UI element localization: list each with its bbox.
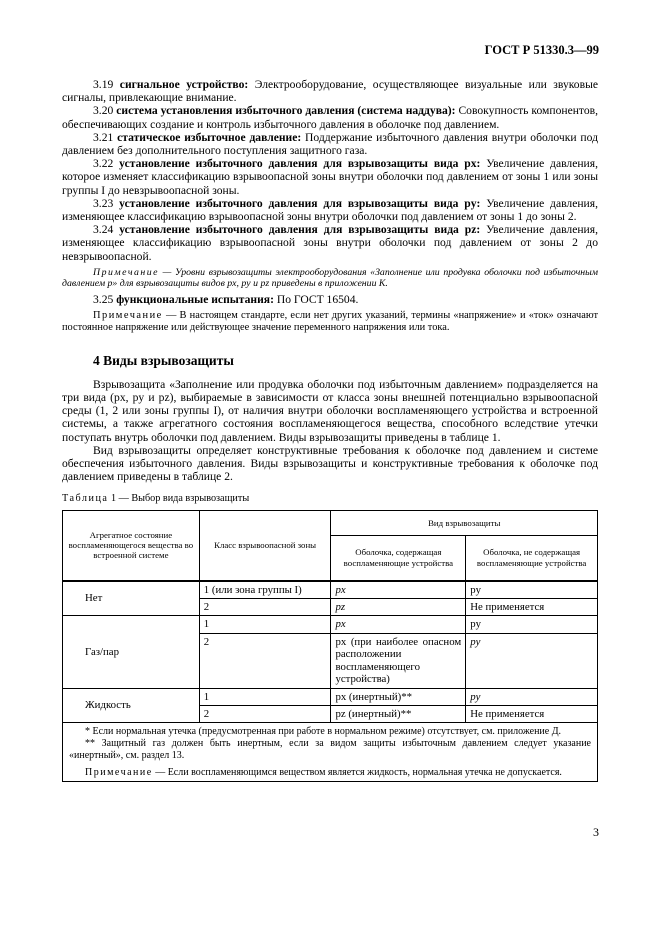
definition-text: Увеличение давления, изменяющее классификацию взрывоопасной зоны внутри оболочки под давлением от зоны 2 до невзрывоопасной. — [62, 223, 598, 263]
table-cell: py — [466, 581, 598, 599]
footnote-2: ** Защитный газ должен быть инертным, если за видом защиты избыточным давлением следует указание «инертный», см. раздел 13. — [69, 737, 591, 761]
footnote-1: * Если нормальная утечка (предусмотренная при работе в нормальном режиме) отсутствует, см. приложение Д. — [85, 726, 562, 738]
definition-3-23 — [62, 197, 598, 223]
table-cell: pz (инертный)** — [331, 705, 466, 722]
table-row — [63, 688, 598, 705]
definition-number: 3.25 — [93, 293, 114, 307]
header-without-ignition: Оболочка, не содержащая воспламеняющие устройства — [466, 535, 598, 581]
table-cell: px (инертный)** — [331, 688, 466, 705]
table-cell: 2 — [199, 599, 331, 616]
definition-number: 3.19 — [93, 78, 114, 91]
definition-3-19 — [62, 78, 598, 104]
table-footnotes — [63, 723, 598, 781]
definition-text: Поддержание избыточного давления внутри оболочки под давлением без дополнительного поступления защитного газа. — [62, 130, 598, 158]
definition-3-21 — [62, 131, 598, 157]
definition-3-25 — [62, 293, 598, 306]
table-cell: 2 — [199, 633, 331, 688]
definition-term: статическое избыточное давление: — [117, 130, 302, 144]
note-protection-levels — [62, 267, 598, 290]
row-label-none: Нет — [63, 581, 200, 616]
table-cell: pz — [331, 599, 466, 616]
note-label: Примечание — [93, 310, 163, 322]
note-label: Примечание — [85, 767, 153, 779]
header-protection-kind: Вид взрывозащиты — [331, 510, 598, 535]
table-caption — [62, 492, 598, 505]
definition-number: 3.22 — [93, 157, 114, 171]
definition-text: Увеличение давления, которое изменяет классификацию взрывоопасной зоны внутри оболочки под давлением от зоны 1 или зоны группы I до невзрывоопасной зоны. — [62, 157, 598, 197]
definition-3-20 — [62, 104, 598, 130]
definition-term: система установления избыточного давления (система наддува): — [116, 104, 456, 118]
table-cell: 2 — [199, 705, 331, 722]
table-caption-text: 1 — Выбор вида взрывозащиты — [108, 493, 250, 505]
table-cell: Не применяется — [466, 705, 598, 722]
table-cell: 1 — [199, 688, 331, 705]
definition-number: 3.20 — [93, 104, 114, 118]
table-cell: px — [331, 616, 466, 633]
header-zone-class: Класс взрывоопасной зоны — [199, 510, 331, 581]
definition-number: 3.24 — [93, 223, 114, 237]
table-cell: 1 — [199, 616, 331, 633]
footnotes-cell — [63, 723, 598, 781]
table-cell: px (при наиболее опасном расположении воспламеняющего устройства) — [331, 633, 466, 688]
note-text: — Уровни взрывозащиты электрооборудования «Заполнение или продувка оболочки под избыточным давлением p» для взрывозащиты видов px, py и pz приведены в приложении К. — [62, 266, 598, 290]
table-row — [63, 581, 598, 599]
table-caption-label: Таблица — [62, 493, 109, 505]
page-number: 3 — [593, 825, 599, 839]
definition-term: установление избыточного давления для взрывозащиты вида py: — [119, 196, 481, 210]
definition-term: установление избыточного давления для взрывозащиты вида px: — [119, 157, 481, 171]
table-cell: py — [466, 616, 598, 633]
table-note — [69, 767, 591, 779]
header-with-ignition: Оболочка, содержащая воспламеняющие устройства — [331, 535, 466, 581]
note-label: Примечание — [93, 266, 160, 278]
definition-term: сигнальное устройство: — [119, 78, 249, 91]
document-id: ГОСТ Р 51330.3—99 — [484, 43, 599, 57]
note-text: — Если воспламеняющимся веществом является жидкость, нормальная утечка не допускается. — [152, 767, 562, 779]
row-label-gas: Газ/пар — [63, 616, 200, 688]
paragraph-design-requirements: Вид взрывозащиты определяет конструктивные требования к оболочке под давлением и системе обеспечения избыточного давления. Виды взрывозащиты и конструктивные требования к оболочке под давлением приведены в таблице 2. — [62, 443, 598, 484]
table-row — [63, 616, 598, 633]
table-cell: py — [466, 688, 598, 705]
table-cell: 1 (или зона группы I) — [199, 581, 331, 599]
definition-number: 3.21 — [93, 130, 114, 144]
definition-text: По ГОСТ 16504. — [273, 293, 359, 307]
note-terms — [62, 310, 598, 334]
definition-3-22 — [62, 157, 598, 197]
definition-term: установление избыточного давления для взрывозащиты вида pz: — [119, 223, 481, 237]
definition-text: Совокупность компонентов, обеспечивающих создание и контроль избыточного давления в оболочке под давлением. — [62, 104, 598, 131]
definition-text: Электрооборудование, осуществляющее визуальные или звуковые сигналы, привлекающие внимание. — [62, 78, 598, 105]
protection-selection-table — [62, 510, 598, 782]
header-substance-state: Агрегатное состояние воспламеняющегося вещества во встроенной системе — [63, 510, 200, 581]
definition-text: Увеличение давления, изменяющее классификацию взрывоопасной зоны внутри оболочки под давлением от зоны 1 до зоны 2. — [62, 196, 598, 224]
definition-term: функциональные испытания: — [116, 293, 274, 307]
table-cell: px — [331, 581, 466, 599]
table-cell: py — [466, 633, 598, 688]
definition-number: 3.23 — [93, 196, 114, 210]
definition-3-24 — [62, 223, 598, 263]
section-heading: 4 Виды взрывозащиты — [93, 352, 234, 368]
row-label-liquid: Жидкость — [63, 688, 200, 723]
page-content — [62, 78, 598, 782]
note-text: — В настоящем стандарте, если нет других указаний, термины «напряжение» и «ток» означают постоянное напряжение или действующее значение переменного напряжения или тока. — [62, 310, 598, 334]
table-cell: Не применяется — [466, 599, 598, 616]
paragraph-protection-types: Взрывозащита «Заполнение или продувка оболочки под избыточным давлением» подразделяется на три вида (px, py и pz), выбираемые в зависимости от класса зоны внешней потенциально взрывоопасной среды (1, 2 или зоны группы I), от наличия внутри оболочки воспламеняющего устройства и встроенной системы, а также агрегатного состояния воспламеняющегося вещества, способного вследствие утечки поступать внутрь оболочки под давлением. Виды взрывозащиты приведены в таблице 1. — [62, 377, 598, 444]
